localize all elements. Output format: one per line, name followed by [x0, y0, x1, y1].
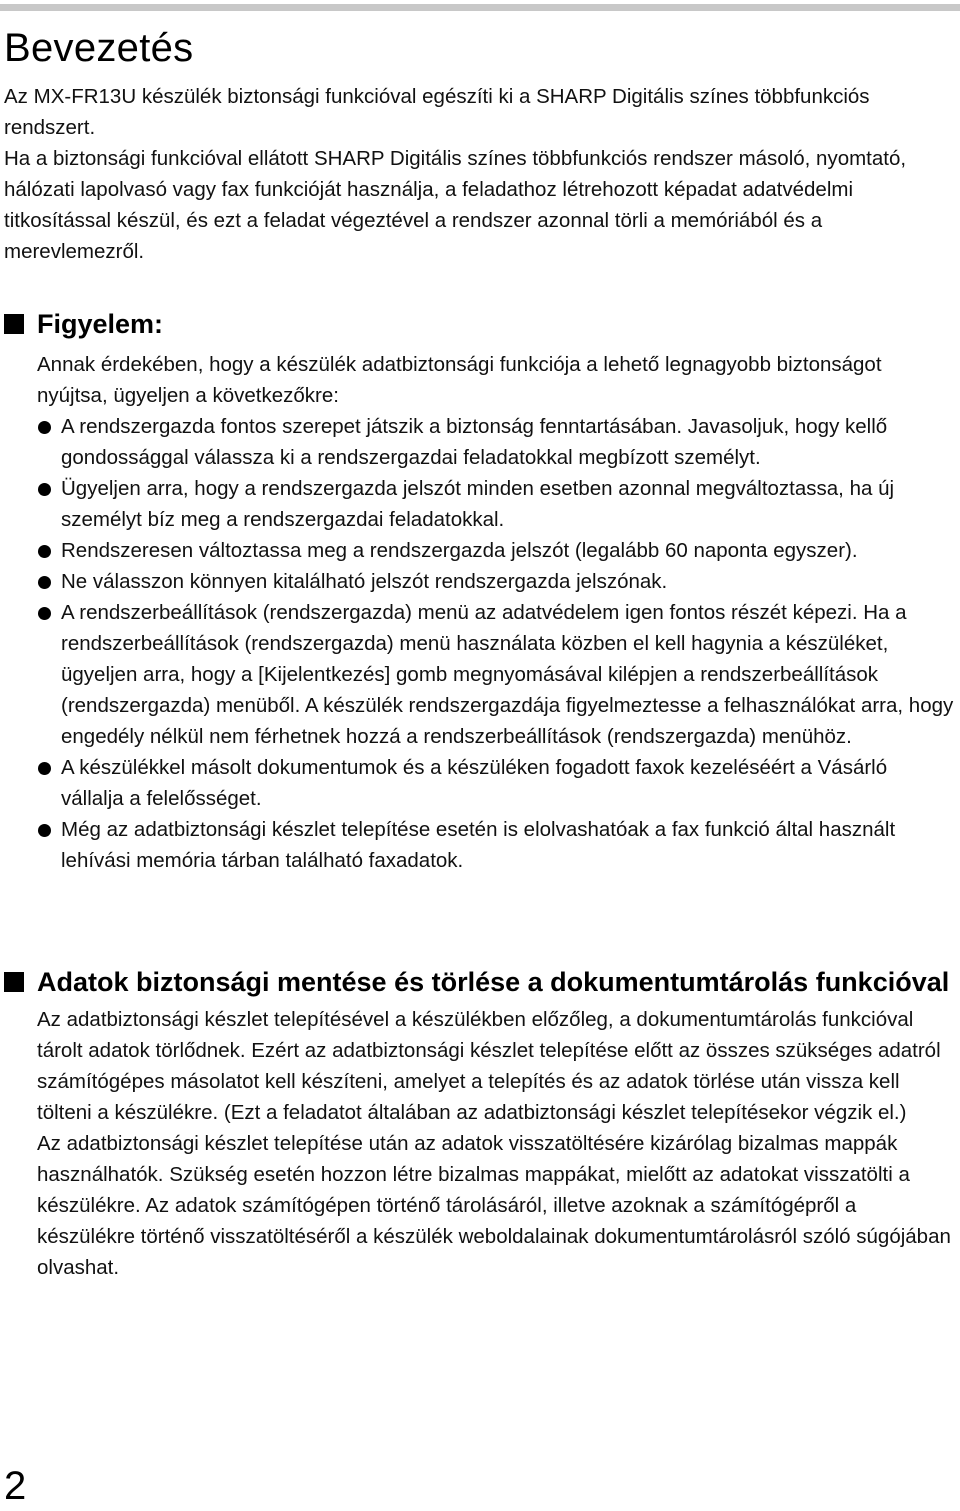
square-bullet-icon [4, 314, 24, 334]
list-item [37, 411, 954, 473]
bullet-dot-icon [38, 824, 51, 837]
page-title: Bevezetés [4, 26, 194, 70]
bullet-dot-icon [38, 607, 51, 620]
backup-paragraph: Az adatbiztonsági készlet telepítése után az adatok visszatöltésére kizárólag bizalmas mappák használhatók. Szükség esetén hozzon létre bizalmas mappákat, mielőtt az adatokat visszatölti a készülékre. Az adatok számítógépen történő tárolásáról, illetve azoknak a számítógépről a készülékre történő visszatöltéséről a készülék weboldalainak dokumentumtárolásról szóló súgójában olvashat. [37, 1132, 951, 1279]
bullet-dot-icon [38, 421, 51, 434]
list-item [37, 597, 954, 752]
list-item-text: A rendszergazda fontos szerepet játszik a biztonság fenntartásában. Javasoljuk, hogy kellő gondossággal válassza ki a rendszergazdai feladatokkal megbízott személyt. [61, 415, 888, 469]
backup-paragraph: Az adatbiztonsági készlet telepítésével a készülékben előzőleg, a dokumentumtárolás funkcióval tárolt adatok törlődnek. Ezért az adatbiztonsági készlet telepítése előtt az összes szükséges adatról számítógépes másolatot kell készíteni, amelyet a telepítés és az adatok törlése után vissza kell tölteni a készülékre. (Ezt a feladatot általában az adatbiztonsági készlet telepítésekor végzik el.) [37, 1008, 941, 1124]
list-item-text: A készülékkel másolt dokumentumok és a készüléken fogadott faxok kezeléséért a Vásárló vállalja a felelősséget. [61, 756, 888, 810]
list-item-text: Rendszeresen változtassa meg a rendszergazda jelszót (legalább 60 naponta egyszer). [61, 539, 858, 562]
caution-list [37, 411, 954, 876]
list-item-text: A rendszerbeállítások (rendszergazda) menü az adatvédelem igen fontos részét képezi. Ha a rendszerbeállítások (rendszergazda) menü használata közben el kell hagynia a készüléket, ügyeljen arra, hogy a [Kijelentkezés] gomb megnyomásával kilépjen a rendszerbeállítások (rendszergazda) menüből. A készülék rendszergazdája figyelmeztesse a felhasználókat arra, hogy engedély nélkül nem férhetnek hozzá a rendszerbeállítások (rendszergazda) menühöz. [61, 601, 954, 748]
intro-paragraph: Ha a biztonsági funkcióval ellátott SHARP Digitális színes többfunkciós rendszer másoló, nyomtató, hálózati lapolvasó vagy fax funkcióját használja, a feladathoz létrehozott képadat adatvédelmi titkosítással készül, és ezt a feladat végeztével a rendszer azonnal törli a memóriából és a merevlemezről. [4, 147, 907, 263]
square-bullet-icon [4, 972, 24, 992]
list-item [37, 535, 954, 566]
caution-heading-label: Figyelem: [37, 309, 164, 339]
intro-paragraph: Az MX-FR13U készülék biztonsági funkcióval egészíti ki a SHARP Digitális színes többfunkciós rendszert. [4, 85, 870, 139]
caution-heading [4, 305, 954, 343]
caution-section [4, 305, 954, 876]
backup-section [4, 962, 954, 1283]
bullet-dot-icon [38, 483, 51, 496]
bullet-dot-icon [38, 576, 51, 589]
list-item-text: Még az adatbiztonsági készlet telepítése esetén is elolvashatóak a fax funkció által használt lehívási memória tárban található faxadatok. [61, 818, 896, 872]
list-item [37, 752, 954, 814]
list-item [37, 814, 954, 876]
backup-heading [4, 962, 954, 1002]
list-item [37, 566, 954, 597]
backup-heading-label: Adatok biztonsági mentése és törlése a dokumentumtárolás funkcióval [37, 967, 950, 997]
page-number: 2 [4, 1464, 27, 1508]
backup-body [4, 1004, 954, 1283]
caution-body [4, 349, 954, 876]
list-item-text: Ne válasszon könnyen kitalálható jelszót rendszergazda jelszónak. [61, 570, 668, 593]
intro-text [4, 81, 914, 267]
list-item-text: Ügyeljen arra, hogy a rendszergazda jelszót minden esetben azonnal megváltoztassa, ha új személyt bíz meg a rendszergazdai feladatokkal. [61, 477, 895, 531]
top-rule [0, 4, 960, 11]
caution-lead: Annak érdekében, hogy a készülék adatbiztonsági funkciója a lehető legnagyobb biztonságot nyújtsa, ügyeljen a következőkre: [37, 353, 882, 407]
bullet-dot-icon [38, 545, 51, 558]
list-item [37, 473, 954, 535]
bullet-dot-icon [38, 762, 51, 775]
